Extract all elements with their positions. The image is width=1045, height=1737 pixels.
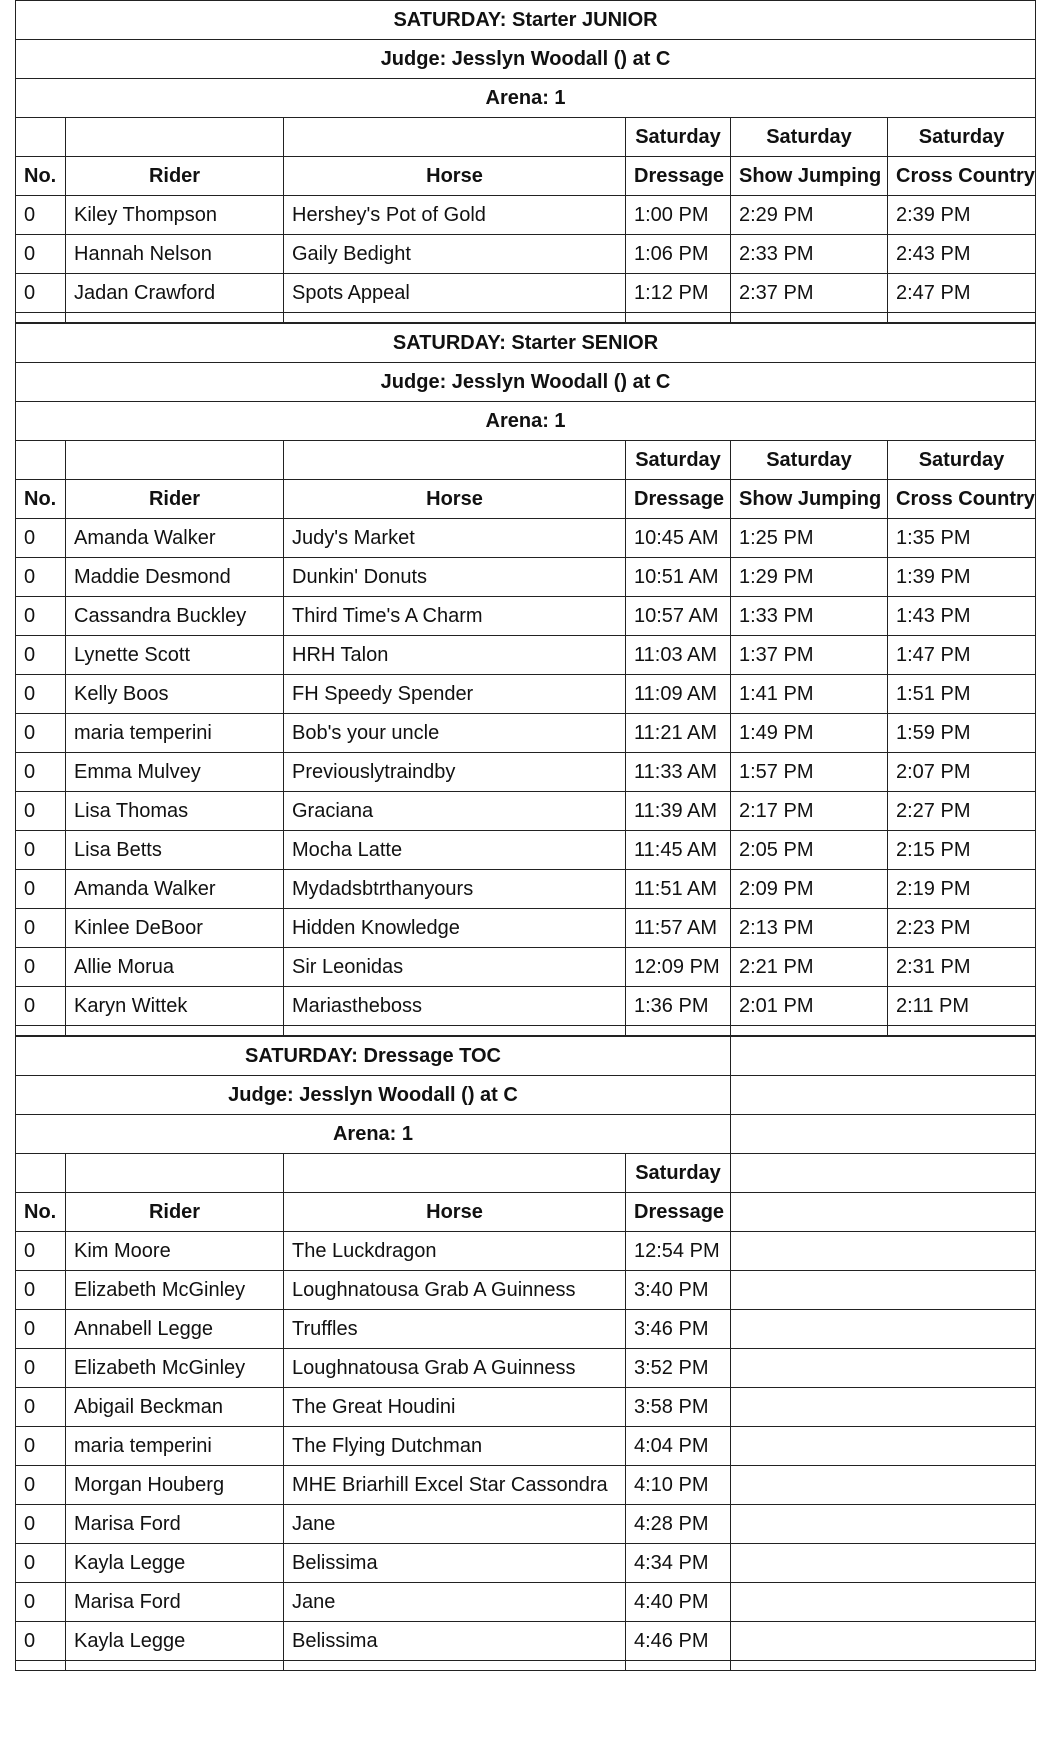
table-row [16, 1427, 1036, 1466]
entry-number: 0 [16, 1349, 66, 1388]
entry-number: 0 [16, 274, 66, 313]
empty-cell [731, 1583, 1036, 1622]
table-row [16, 1466, 1036, 1505]
day-header: Saturday [731, 441, 888, 480]
column-header: Horse [284, 1193, 626, 1232]
arena-line: Arena: 1 [16, 402, 1036, 441]
column-header: Show Jumping [731, 480, 888, 519]
horse-name: Hershey's Pot of Gold [284, 196, 626, 235]
dressage-time: 4:04 PM [626, 1427, 731, 1466]
empty-header-cell [284, 441, 626, 480]
spacer-cell [731, 313, 888, 323]
horse-name: MHE Briarhill Excel Star Cassondra [284, 1466, 626, 1505]
spacer-cell [731, 1026, 888, 1036]
table-row [16, 909, 1036, 948]
dressage-time: 10:57 AM [626, 597, 731, 636]
rider-name: Karyn Wittek [66, 987, 284, 1026]
entry-number: 0 [16, 714, 66, 753]
entry-number: 0 [16, 987, 66, 1026]
table-row [16, 519, 1036, 558]
dressage-time: 3:52 PM [626, 1349, 731, 1388]
table-row [16, 636, 1036, 675]
rider-name: Kinlee DeBoor [66, 909, 284, 948]
empty-cell [731, 1232, 1036, 1271]
empty-header-cell [66, 118, 284, 157]
rider-name: Marisa Ford [66, 1505, 284, 1544]
empty-cell [731, 1544, 1036, 1583]
empty-cell [731, 1622, 1036, 1661]
show-jumping-time: 1:33 PM [731, 597, 888, 636]
horse-name: Bob's your uncle [284, 714, 626, 753]
table-row [16, 1505, 1036, 1544]
empty-header-cell [66, 1154, 284, 1193]
spacer-cell [888, 1026, 1036, 1036]
empty-cell [731, 1427, 1036, 1466]
dressage-time: 11:09 AM [626, 675, 731, 714]
show-jumping-time: 2:09 PM [731, 870, 888, 909]
table-row [16, 870, 1036, 909]
day-header: Saturday [731, 118, 888, 157]
horse-name: Mydadsbtrthanyours [284, 870, 626, 909]
day-header: Saturday [626, 118, 731, 157]
show-jumping-time: 2:29 PM [731, 196, 888, 235]
horse-name: Mocha Latte [284, 831, 626, 870]
dressage-time: 11:45 AM [626, 831, 731, 870]
cross-country-time: 2:47 PM [888, 274, 1036, 313]
table-row [16, 1544, 1036, 1583]
table-row [16, 831, 1036, 870]
day-header: Saturday [888, 441, 1036, 480]
horse-name: Belissima [284, 1544, 626, 1583]
horse-name: Hidden Knowledge [284, 909, 626, 948]
schedule-table [15, 323, 1036, 1036]
horse-name: Spots Appeal [284, 274, 626, 313]
entry-number: 0 [16, 1544, 66, 1583]
cross-country-time: 1:43 PM [888, 597, 1036, 636]
section-title: SATURDAY: Dressage TOC [16, 1037, 731, 1076]
horse-name: Jane [284, 1583, 626, 1622]
arena-line: Arena: 1 [16, 1115, 731, 1154]
table-row [16, 1349, 1036, 1388]
horse-name: Loughnatousa Grab A Guinness [284, 1271, 626, 1310]
entry-number: 0 [16, 753, 66, 792]
entry-number: 0 [16, 675, 66, 714]
empty-cell [731, 1037, 1036, 1076]
schedule-section [15, 323, 1035, 1036]
rider-name: Amanda Walker [66, 519, 284, 558]
cross-country-time: 1:59 PM [888, 714, 1036, 753]
show-jumping-time: 2:01 PM [731, 987, 888, 1026]
dressage-time: 10:45 AM [626, 519, 731, 558]
horse-name: The Flying Dutchman [284, 1427, 626, 1466]
empty-cell [731, 1271, 1036, 1310]
table-row [16, 792, 1036, 831]
column-header: Cross Country [888, 157, 1036, 196]
spacer-cell [284, 1661, 626, 1671]
entry-number: 0 [16, 1271, 66, 1310]
table-row [16, 597, 1036, 636]
table-row [16, 675, 1036, 714]
column-header: No. [16, 1193, 66, 1232]
dressage-time: 11:33 AM [626, 753, 731, 792]
column-header: No. [16, 157, 66, 196]
entry-number: 0 [16, 235, 66, 274]
spacer-cell [731, 1661, 1036, 1671]
cross-country-time: 1:39 PM [888, 558, 1036, 597]
dressage-time: 1:36 PM [626, 987, 731, 1026]
dressage-time: 11:51 AM [626, 870, 731, 909]
empty-cell [731, 1505, 1036, 1544]
day-header: Saturday [626, 441, 731, 480]
entry-number: 0 [16, 1388, 66, 1427]
dressage-time: 12:09 PM [626, 948, 731, 987]
table-row [16, 1583, 1036, 1622]
rider-name: Maddie Desmond [66, 558, 284, 597]
cross-country-time: 2:15 PM [888, 831, 1036, 870]
table-row [16, 1271, 1036, 1310]
empty-cell [731, 1388, 1036, 1427]
entry-number: 0 [16, 909, 66, 948]
entry-number: 0 [16, 948, 66, 987]
rider-name: Cassandra Buckley [66, 597, 284, 636]
entry-number: 0 [16, 870, 66, 909]
horse-name: Loughnatousa Grab A Guinness [284, 1349, 626, 1388]
table-row [16, 987, 1036, 1026]
dressage-time: 12:54 PM [626, 1232, 731, 1271]
judge-line: Judge: Jesslyn Woodall () at C [16, 1076, 731, 1115]
horse-name: Graciana [284, 792, 626, 831]
table-row [16, 558, 1036, 597]
horse-name: The Luckdragon [284, 1232, 626, 1271]
show-jumping-time: 1:25 PM [731, 519, 888, 558]
judge-line: Judge: Jesslyn Woodall () at C [16, 40, 1036, 79]
rider-name: Marisa Ford [66, 1583, 284, 1622]
column-header: Cross Country [888, 480, 1036, 519]
table-row [16, 235, 1036, 274]
show-jumping-time: 2:05 PM [731, 831, 888, 870]
rider-name: Allie Morua [66, 948, 284, 987]
horse-name: Previouslytraindby [284, 753, 626, 792]
spacer-cell [16, 313, 66, 323]
rider-name: Emma Mulvey [66, 753, 284, 792]
column-header: Horse [284, 480, 626, 519]
show-jumping-time: 1:29 PM [731, 558, 888, 597]
horse-name: Sir Leonidas [284, 948, 626, 987]
rider-name: Lynette Scott [66, 636, 284, 675]
rider-name: Lisa Thomas [66, 792, 284, 831]
table-row [16, 948, 1036, 987]
show-jumping-time: 1:37 PM [731, 636, 888, 675]
dressage-time: 4:46 PM [626, 1622, 731, 1661]
empty-cell [731, 1349, 1036, 1388]
horse-name: Truffles [284, 1310, 626, 1349]
horse-name: Third Time's A Charm [284, 597, 626, 636]
empty-cell [731, 1466, 1036, 1505]
cross-country-time: 2:27 PM [888, 792, 1036, 831]
empty-header-cell [16, 1154, 66, 1193]
empty-header-cell [16, 118, 66, 157]
dressage-time: 11:39 AM [626, 792, 731, 831]
rider-name: Lisa Betts [66, 831, 284, 870]
horse-name: Jane [284, 1505, 626, 1544]
entry-number: 0 [16, 558, 66, 597]
empty-cell [731, 1115, 1036, 1154]
schedule-sheet [15, 0, 1035, 1671]
show-jumping-time: 2:13 PM [731, 909, 888, 948]
table-row [16, 196, 1036, 235]
table-row [16, 1310, 1036, 1349]
table-row [16, 1232, 1036, 1271]
show-jumping-time: 1:41 PM [731, 675, 888, 714]
dressage-time: 3:46 PM [626, 1310, 731, 1349]
table-row [16, 1388, 1036, 1427]
entry-number: 0 [16, 831, 66, 870]
spacer-cell [626, 1026, 731, 1036]
table-row [16, 1622, 1036, 1661]
show-jumping-time: 2:37 PM [731, 274, 888, 313]
dressage-time: 11:21 AM [626, 714, 731, 753]
horse-name: The Great Houdini [284, 1388, 626, 1427]
section-title: SATURDAY: Starter JUNIOR [16, 1, 1036, 40]
show-jumping-time: 2:17 PM [731, 792, 888, 831]
empty-header-cell [16, 441, 66, 480]
entry-number: 0 [16, 1583, 66, 1622]
dressage-time: 10:51 AM [626, 558, 731, 597]
dressage-time: 4:28 PM [626, 1505, 731, 1544]
rider-name: Kiley Thompson [66, 196, 284, 235]
dressage-time: 4:34 PM [626, 1544, 731, 1583]
spacer-cell [16, 1661, 66, 1671]
dressage-time: 1:12 PM [626, 274, 731, 313]
spacer-cell [626, 313, 731, 323]
empty-header-cell [284, 1154, 626, 1193]
entry-number: 0 [16, 1427, 66, 1466]
schedule-section [15, 1036, 1035, 1671]
rider-name: Jadan Crawford [66, 274, 284, 313]
empty-cell [731, 1154, 1036, 1193]
show-jumping-time: 1:57 PM [731, 753, 888, 792]
section-title: SATURDAY: Starter SENIOR [16, 324, 1036, 363]
show-jumping-time: 2:21 PM [731, 948, 888, 987]
cross-country-time: 2:23 PM [888, 909, 1036, 948]
entry-number: 0 [16, 1310, 66, 1349]
spacer-cell [888, 313, 1036, 323]
empty-cell [731, 1076, 1036, 1115]
rider-name: Annabell Legge [66, 1310, 284, 1349]
entry-number: 0 [16, 1232, 66, 1271]
rider-name: maria temperini [66, 714, 284, 753]
rider-name: Abigail Beckman [66, 1388, 284, 1427]
spacer-cell [66, 1661, 284, 1671]
cross-country-time: 2:19 PM [888, 870, 1036, 909]
rider-name: Elizabeth McGinley [66, 1271, 284, 1310]
horse-name: Belissima [284, 1622, 626, 1661]
column-header: No. [16, 480, 66, 519]
column-header: Rider [66, 480, 284, 519]
dressage-time: 1:00 PM [626, 196, 731, 235]
dressage-time: 4:10 PM [626, 1466, 731, 1505]
cross-country-time: 2:11 PM [888, 987, 1036, 1026]
rider-name: Morgan Houberg [66, 1466, 284, 1505]
rider-name: Elizabeth McGinley [66, 1349, 284, 1388]
entry-number: 0 [16, 1622, 66, 1661]
rider-name: Kim Moore [66, 1232, 284, 1271]
empty-header-cell [284, 118, 626, 157]
entry-number: 0 [16, 1505, 66, 1544]
table-row [16, 714, 1036, 753]
rider-name: Kelly Boos [66, 675, 284, 714]
schedule-table [15, 1036, 1036, 1671]
horse-name: Gaily Bedight [284, 235, 626, 274]
cross-country-time: 1:35 PM [888, 519, 1036, 558]
entry-number: 0 [16, 1466, 66, 1505]
cross-country-time: 2:07 PM [888, 753, 1036, 792]
horse-name: HRH Talon [284, 636, 626, 675]
horse-name: Judy's Market [284, 519, 626, 558]
rider-name: Amanda Walker [66, 870, 284, 909]
empty-header-cell [66, 441, 284, 480]
rider-name: Kayla Legge [66, 1544, 284, 1583]
column-header: Dressage [626, 1193, 731, 1232]
day-header: Saturday [888, 118, 1036, 157]
dressage-time: 3:58 PM [626, 1388, 731, 1427]
table-row [16, 274, 1036, 313]
table-row [16, 753, 1036, 792]
spacer-cell [66, 1026, 284, 1036]
rider-name: maria temperini [66, 1427, 284, 1466]
dressage-time: 4:40 PM [626, 1583, 731, 1622]
show-jumping-time: 1:49 PM [731, 714, 888, 753]
empty-cell [731, 1193, 1036, 1232]
horse-name: Mariastheboss [284, 987, 626, 1026]
cross-country-time: 2:39 PM [888, 196, 1036, 235]
entry-number: 0 [16, 792, 66, 831]
spacer-cell [66, 313, 284, 323]
column-header: Dressage [626, 157, 731, 196]
entry-number: 0 [16, 597, 66, 636]
spacer-cell [626, 1661, 731, 1671]
cross-country-time: 1:51 PM [888, 675, 1036, 714]
column-header: Rider [66, 1193, 284, 1232]
entry-number: 0 [16, 519, 66, 558]
column-header: Horse [284, 157, 626, 196]
schedule-section [15, 0, 1035, 323]
cross-country-time: 1:47 PM [888, 636, 1036, 675]
horse-name: Dunkin' Donuts [284, 558, 626, 597]
dressage-time: 3:40 PM [626, 1271, 731, 1310]
spacer-cell [284, 1026, 626, 1036]
dressage-time: 11:57 AM [626, 909, 731, 948]
show-jumping-time: 2:33 PM [731, 235, 888, 274]
column-header: Show Jumping [731, 157, 888, 196]
judge-line: Judge: Jesslyn Woodall () at C [16, 363, 1036, 402]
entry-number: 0 [16, 636, 66, 675]
cross-country-time: 2:31 PM [888, 948, 1036, 987]
empty-cell [731, 1310, 1036, 1349]
arena-line: Arena: 1 [16, 79, 1036, 118]
entry-number: 0 [16, 196, 66, 235]
horse-name: FH Speedy Spender [284, 675, 626, 714]
cross-country-time: 2:43 PM [888, 235, 1036, 274]
rider-name: Hannah Nelson [66, 235, 284, 274]
column-header: Dressage [626, 480, 731, 519]
schedule-table [15, 0, 1036, 323]
rider-name: Kayla Legge [66, 1622, 284, 1661]
column-header: Rider [66, 157, 284, 196]
spacer-cell [284, 313, 626, 323]
dressage-time: 1:06 PM [626, 235, 731, 274]
dressage-time: 11:03 AM [626, 636, 731, 675]
spacer-cell [16, 1026, 66, 1036]
day-header: Saturday [626, 1154, 731, 1193]
